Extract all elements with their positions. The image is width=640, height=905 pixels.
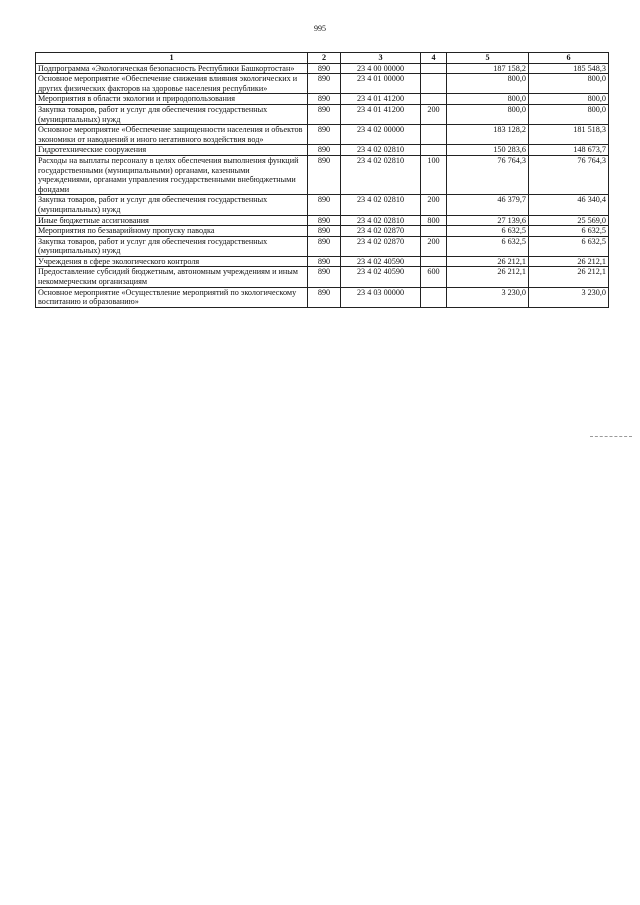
row-type <box>421 287 447 307</box>
row-type <box>421 94 447 105</box>
row-code: 890 <box>308 226 341 237</box>
row-sum-2: 6 632,5 <box>529 236 609 256</box>
row-type: 200 <box>421 104 447 124</box>
row-type <box>421 63 447 74</box>
row-target: 23 4 02 02810 <box>341 155 421 194</box>
row-code: 890 <box>308 155 341 194</box>
row-target: 23 4 01 41200 <box>341 104 421 124</box>
row-code: 890 <box>308 215 341 226</box>
row-target: 23 4 02 40590 <box>341 267 421 287</box>
row-sum-2: 185 548,3 <box>529 63 609 74</box>
row-sum-2: 800,0 <box>529 74 609 94</box>
table-row <box>36 74 609 94</box>
table-row <box>36 145 609 156</box>
row-target: 23 4 02 00000 <box>341 125 421 145</box>
row-sum-1: 800,0 <box>447 74 529 94</box>
row-sum-1: 800,0 <box>447 104 529 124</box>
row-sum-2: 800,0 <box>529 94 609 105</box>
row-code: 890 <box>308 94 341 105</box>
row-name: Учреждения в сфере экологического контроля <box>36 256 308 267</box>
row-target: 23 4 03 00000 <box>341 287 421 307</box>
row-type: 100 <box>421 155 447 194</box>
row-sum-1: 187 158,2 <box>447 63 529 74</box>
row-target: 23 4 02 02810 <box>341 145 421 156</box>
row-target: 23 4 01 41200 <box>341 94 421 105</box>
row-type: 200 <box>421 195 447 215</box>
row-name: Гидротехнические сооружения <box>36 145 308 156</box>
row-name: Основное мероприятие «Осуществление мероприятий по экологическому воспитанию и образованию» <box>36 287 308 307</box>
row-code: 890 <box>308 104 341 124</box>
col-header-3: 3 <box>341 53 421 64</box>
row-sum-1: 46 379,7 <box>447 195 529 215</box>
row-code: 890 <box>308 267 341 287</box>
row-code: 890 <box>308 74 341 94</box>
row-sum-2: 25 569,0 <box>529 215 609 226</box>
row-sum-2: 46 340,4 <box>529 195 609 215</box>
row-sum-2: 6 632,5 <box>529 226 609 237</box>
row-target: 23 4 00 00000 <box>341 63 421 74</box>
row-sum-1: 27 139,6 <box>447 215 529 226</box>
row-code: 890 <box>308 125 341 145</box>
row-name: Подпрограмма «Экологическая безопасность Республики Башкортостан» <box>36 63 308 74</box>
col-header-4: 4 <box>421 53 447 64</box>
table-row <box>36 287 609 307</box>
row-type <box>421 256 447 267</box>
row-sum-2: 26 212,1 <box>529 267 609 287</box>
row-name: Мероприятия в области экологии и природопользования <box>36 94 308 105</box>
row-name: Закупка товаров, работ и услуг для обеспечения государственных (муниципальных) нужд <box>36 236 308 256</box>
table-row <box>36 267 609 287</box>
row-name: Основное мероприятие «Обеспечение снижения влияния экологических и других физических факторов на здоровье населения республики» <box>36 74 308 94</box>
row-target: 23 4 02 02810 <box>341 195 421 215</box>
table-row <box>36 94 609 105</box>
row-name: Мероприятия по безаварийному пропуску паводка <box>36 226 308 237</box>
row-sum-1: 3 230,0 <box>447 287 529 307</box>
col-header-2: 2 <box>308 53 341 64</box>
table-header-row <box>36 53 609 64</box>
table-row <box>36 125 609 145</box>
col-header-1: 1 <box>36 53 308 64</box>
row-code: 890 <box>308 256 341 267</box>
row-sum-1: 800,0 <box>447 94 529 105</box>
row-sum-2: 181 518,3 <box>529 125 609 145</box>
row-sum-1: 26 212,1 <box>447 256 529 267</box>
row-sum-2: 76 764,3 <box>529 155 609 194</box>
row-type <box>421 74 447 94</box>
col-header-5: 5 <box>447 53 529 64</box>
table-row <box>36 104 609 124</box>
row-target: 23 4 02 02870 <box>341 226 421 237</box>
table-body <box>36 63 609 307</box>
col-header-6: 6 <box>529 53 609 64</box>
row-name: Закупка товаров, работ и услуг для обеспечения государственных (муниципальных) нужд <box>36 104 308 124</box>
row-code: 890 <box>308 145 341 156</box>
row-name: Предоставление субсидий бюджетным, автономным учреждениям и иным некоммерческим организациям <box>36 267 308 287</box>
row-target: 23 4 02 02870 <box>341 236 421 256</box>
table-row <box>36 63 609 74</box>
row-sum-2: 26 212,1 <box>529 256 609 267</box>
row-type: 800 <box>421 215 447 226</box>
row-code: 890 <box>308 236 341 256</box>
budget-table <box>35 52 609 308</box>
page-number: 995 <box>314 24 326 33</box>
row-sum-1: 6 632,5 <box>447 226 529 237</box>
row-name: Расходы на выплаты персоналу в целях обеспечения выполнения функций государственными (муниципальными) органами, казенными учреждениями, органами управления государственными внебюджетными фондами <box>36 155 308 194</box>
scan-artifact-dashes <box>590 436 632 437</box>
row-sum-2: 800,0 <box>529 104 609 124</box>
row-sum-1: 6 632,5 <box>447 236 529 256</box>
row-target: 23 4 01 00000 <box>341 74 421 94</box>
row-sum-1: 76 764,3 <box>447 155 529 194</box>
row-code: 890 <box>308 63 341 74</box>
row-target: 23 4 02 40590 <box>341 256 421 267</box>
row-type <box>421 145 447 156</box>
table-row <box>36 256 609 267</box>
row-code: 890 <box>308 195 341 215</box>
row-sum-1: 150 283,6 <box>447 145 529 156</box>
row-type: 600 <box>421 267 447 287</box>
row-name: Основное мероприятие «Обеспечение защищенности населения и объектов экономики от наводнений и иного негативного воздействия вод» <box>36 125 308 145</box>
row-type <box>421 125 447 145</box>
row-sum-1: 26 212,1 <box>447 267 529 287</box>
table-row <box>36 215 609 226</box>
table-row <box>36 155 609 194</box>
row-sum-2: 148 673,7 <box>529 145 609 156</box>
row-sum-1: 183 128,2 <box>447 125 529 145</box>
table-row <box>36 226 609 237</box>
table-row <box>36 195 609 215</box>
row-type: 200 <box>421 236 447 256</box>
row-name: Закупка товаров, работ и услуг для обеспечения государственных (муниципальных) нужд <box>36 195 308 215</box>
row-name: Иные бюджетные ассигнования <box>36 215 308 226</box>
row-target: 23 4 02 02810 <box>341 215 421 226</box>
row-code: 890 <box>308 287 341 307</box>
table-row <box>36 236 609 256</box>
row-sum-2: 3 230,0 <box>529 287 609 307</box>
row-type <box>421 226 447 237</box>
